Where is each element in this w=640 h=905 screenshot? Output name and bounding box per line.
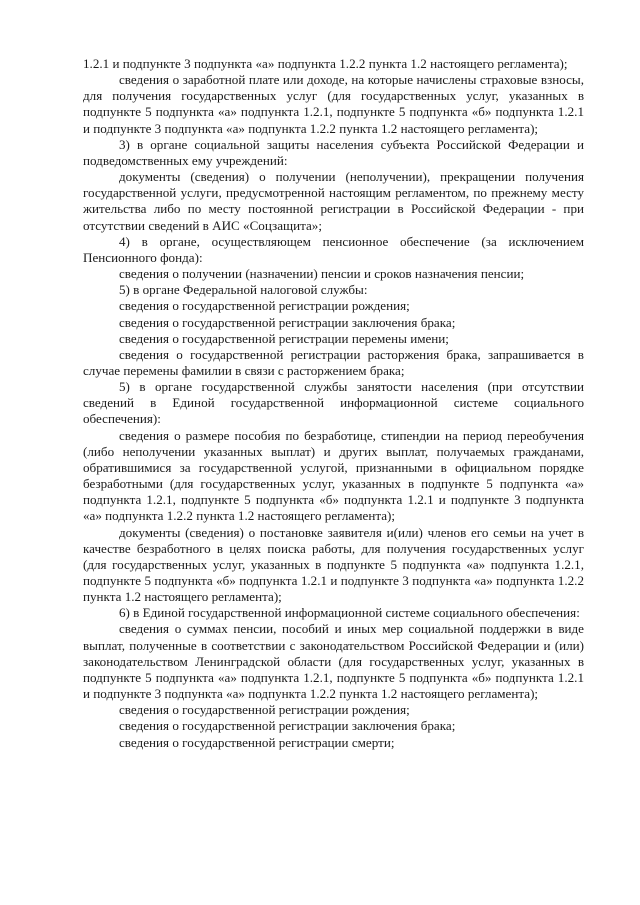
paragraph-item-3: 3) в органе социальной защиты населения субъекта Российской Федерации и подведомственных ему учреждений: (83, 136, 584, 168)
paragraph-item-5-tax: 5) в органе Федеральной налоговой службы: (119, 282, 368, 298)
paragraph-death-registration: сведения о государственной регистрации смерти; (119, 734, 395, 750)
paragraph-service-documents: документы (сведения) о получении (неполучении), прекращении получения государственной услуги, предусмотренной настоящим регламентом, по прежнему месту жительства либо по месту постоянной регистрации в Российской Федерации - при отсутствии сведений в АИС «Соцзащита»; (83, 169, 584, 233)
paragraph-divorce-registration: сведения о государственной регистрации расторжения брака, запрашивается в случае перемены фамилии в связи с расторжением брака; (83, 346, 584, 378)
paragraph-item-5-employment: 5) в органе государственной службы занятости населения (при отсутствии сведений в Единой государственной информационной системе социального обеспечения): (83, 379, 584, 427)
paragraph-item-4: 4) в органе, осуществляющем пенсионное обеспечение (за исключением Пенсионного фонда): (83, 233, 584, 265)
paragraph-continuation: 1.2.1 и подпункте 3 подпункта «а» подпункта 1.2.2 пункта 1.2 настоящего регламента); (83, 56, 568, 71)
paragraph-name-change-registration: сведения о государственной регистрации перемены имени; (119, 330, 449, 346)
paragraph-unemployment-benefit: сведения о размере пособия по безработице, стипендии на период переобучения (либо неполучении указанных выплат) и других выплат, получаемых гражданами, обратившимися за государственной услугой, признанными в официальном порядке безработными (для государственных услуг, указанных в подпункте 5 подпункта «а» подпункта 1.2.1, подпункте 5 подпункта «б» подпункта 1.2.1 и подпункте 3 подпункта «а» подпункта 1.2.2 пункта 1.2 настоящего регламента); (83, 427, 584, 524)
paragraph-marriage-registration-2: сведения о государственной регистрации заключения брака; (119, 718, 456, 734)
paragraph-birth-registration-2: сведения о государственной регистрации рождения; (119, 702, 410, 718)
paragraph-benefit-sums: сведения о суммах пенсии, пособий и иных мер социальной поддержки в виде выплат, полученные в соответствии с законодательством Российской Федерации и (или) законодательством Ленинградской области (для государственных услуг, указанных в подпункте 5 подпункта «а» подпункта 1.2.1, подпункте 5 подпункта «б» подпункта 1.2.1 и подпункте 3 подпункта «а» подпункта 1.2.2 пункта 1.2 настоящего регламента); (83, 621, 584, 702)
paragraph-birth-registration: сведения о государственной регистрации рождения; (119, 298, 410, 314)
paragraph-pension-info: сведения о получении (назначении) пенсии и сроков назначения пенсии; (119, 266, 525, 282)
paragraph-unemployed-registration: документы (сведения) о постановке заявителя и(или) членов его семьи на учет в качестве безработного в целях поиска работы, для получения государственных услуг (для государственных услуг, указанных в подпункте 5 подпункта «а» подпункта 1.2.1, подпункте 5 подпункта «б» подпункта 1.2.1 и подпункте 3 подпункта «а» подпункта 1.2.2 пункта 1.2 настоящего регламента); (83, 524, 584, 605)
paragraph-marriage-registration: сведения о государственной регистрации заключения брака; (119, 314, 456, 330)
paragraph-salary-info: сведения о заработной плате или доходе, на которые начислены страховые взносы, для получения государственных услуг (для государственных услуг, указанных в подпункте 5 подпункта «а» подпункта 1.2.1, подпункте 5 подпункта «б» подпункта 1.2.1 и подпункте 3 подпункта «а» подпункта 1.2.2 пункта 1.2 настоящего регламента); (83, 72, 584, 136)
paragraph-item-6: 6) в Единой государственной информационной системе социального обеспечения: (119, 605, 580, 621)
